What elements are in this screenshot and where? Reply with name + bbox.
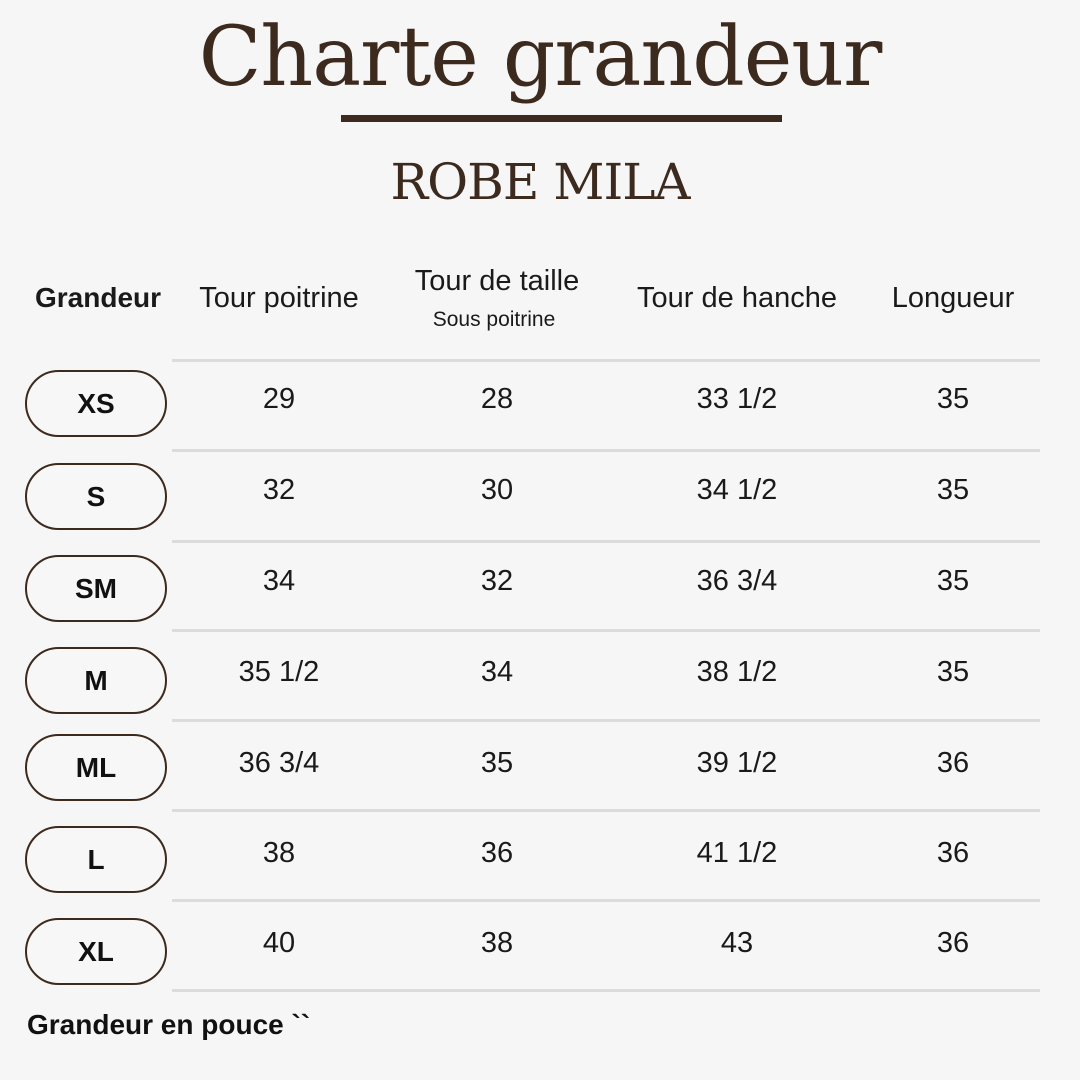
- cell-hip: 39 1/2: [696, 747, 778, 779]
- cell-hip: 41 1/2: [696, 837, 778, 869]
- table-rule: [172, 540, 1040, 543]
- cell-chest: 36 3/4: [238, 747, 320, 779]
- cell-waist: 35: [480, 747, 514, 779]
- cell-length: 35: [936, 383, 970, 415]
- header-chest: Tour poitrine: [199, 282, 359, 314]
- cell-hip: 36 3/4: [696, 565, 778, 597]
- cell-length: 36: [936, 747, 970, 779]
- size-badge: XS: [25, 370, 167, 437]
- table-rule: [172, 719, 1040, 722]
- size-badge: M: [25, 647, 167, 714]
- page-title: Charte grandeur: [198, 10, 882, 105]
- table-rule: [172, 629, 1040, 632]
- cell-hip: 38 1/2: [696, 656, 778, 688]
- cell-waist: 36: [480, 837, 514, 869]
- cell-waist: 28: [480, 383, 514, 415]
- table-rule: [172, 359, 1040, 362]
- page-subtitle: ROBE MILA: [390, 153, 690, 211]
- cell-hip: 34 1/2: [696, 474, 778, 506]
- size-badge: L: [25, 826, 167, 893]
- header-length: Longueur: [891, 282, 1015, 314]
- cell-chest: 29: [262, 383, 296, 415]
- table-row: [0, 826, 1080, 916]
- cell-waist: 30: [480, 474, 514, 506]
- header-waist-sub: Sous poitrine: [432, 308, 556, 331]
- cell-waist: 38: [480, 927, 514, 959]
- size-badge: ML: [25, 734, 167, 801]
- header-waist: Tour de taille: [414, 265, 580, 297]
- cell-length: 36: [936, 837, 970, 869]
- cell-chest: 38: [262, 837, 296, 869]
- cell-waist: 32: [480, 565, 514, 597]
- cell-chest: 40: [262, 927, 296, 959]
- table-rule: [172, 449, 1040, 452]
- table-rule: [172, 899, 1040, 902]
- cell-length: 36: [936, 927, 970, 959]
- table-rule: [172, 809, 1040, 812]
- cell-hip: 43: [720, 927, 754, 959]
- cell-waist: 34: [480, 656, 514, 688]
- table-row: [0, 647, 1080, 737]
- header-size: Grandeur: [34, 282, 162, 313]
- cell-length: 35: [936, 656, 970, 688]
- cell-chest: 32: [262, 474, 296, 506]
- cell-chest: 35 1/2: [238, 656, 320, 688]
- cell-length: 35: [936, 474, 970, 506]
- size-badge: XL: [25, 918, 167, 985]
- title-underline: [341, 115, 782, 122]
- table-row: [0, 918, 1080, 1008]
- unit-footnote: Grandeur en pouce ``: [27, 1009, 311, 1040]
- table-row: [0, 370, 1080, 460]
- table-rule: [172, 989, 1040, 992]
- header-hip: Tour de hanche: [637, 282, 837, 314]
- size-badge: S: [25, 463, 167, 530]
- cell-hip: 33 1/2: [696, 383, 778, 415]
- cell-chest: 34: [262, 565, 296, 597]
- size-badge: SM: [25, 555, 167, 622]
- cell-length: 35: [936, 565, 970, 597]
